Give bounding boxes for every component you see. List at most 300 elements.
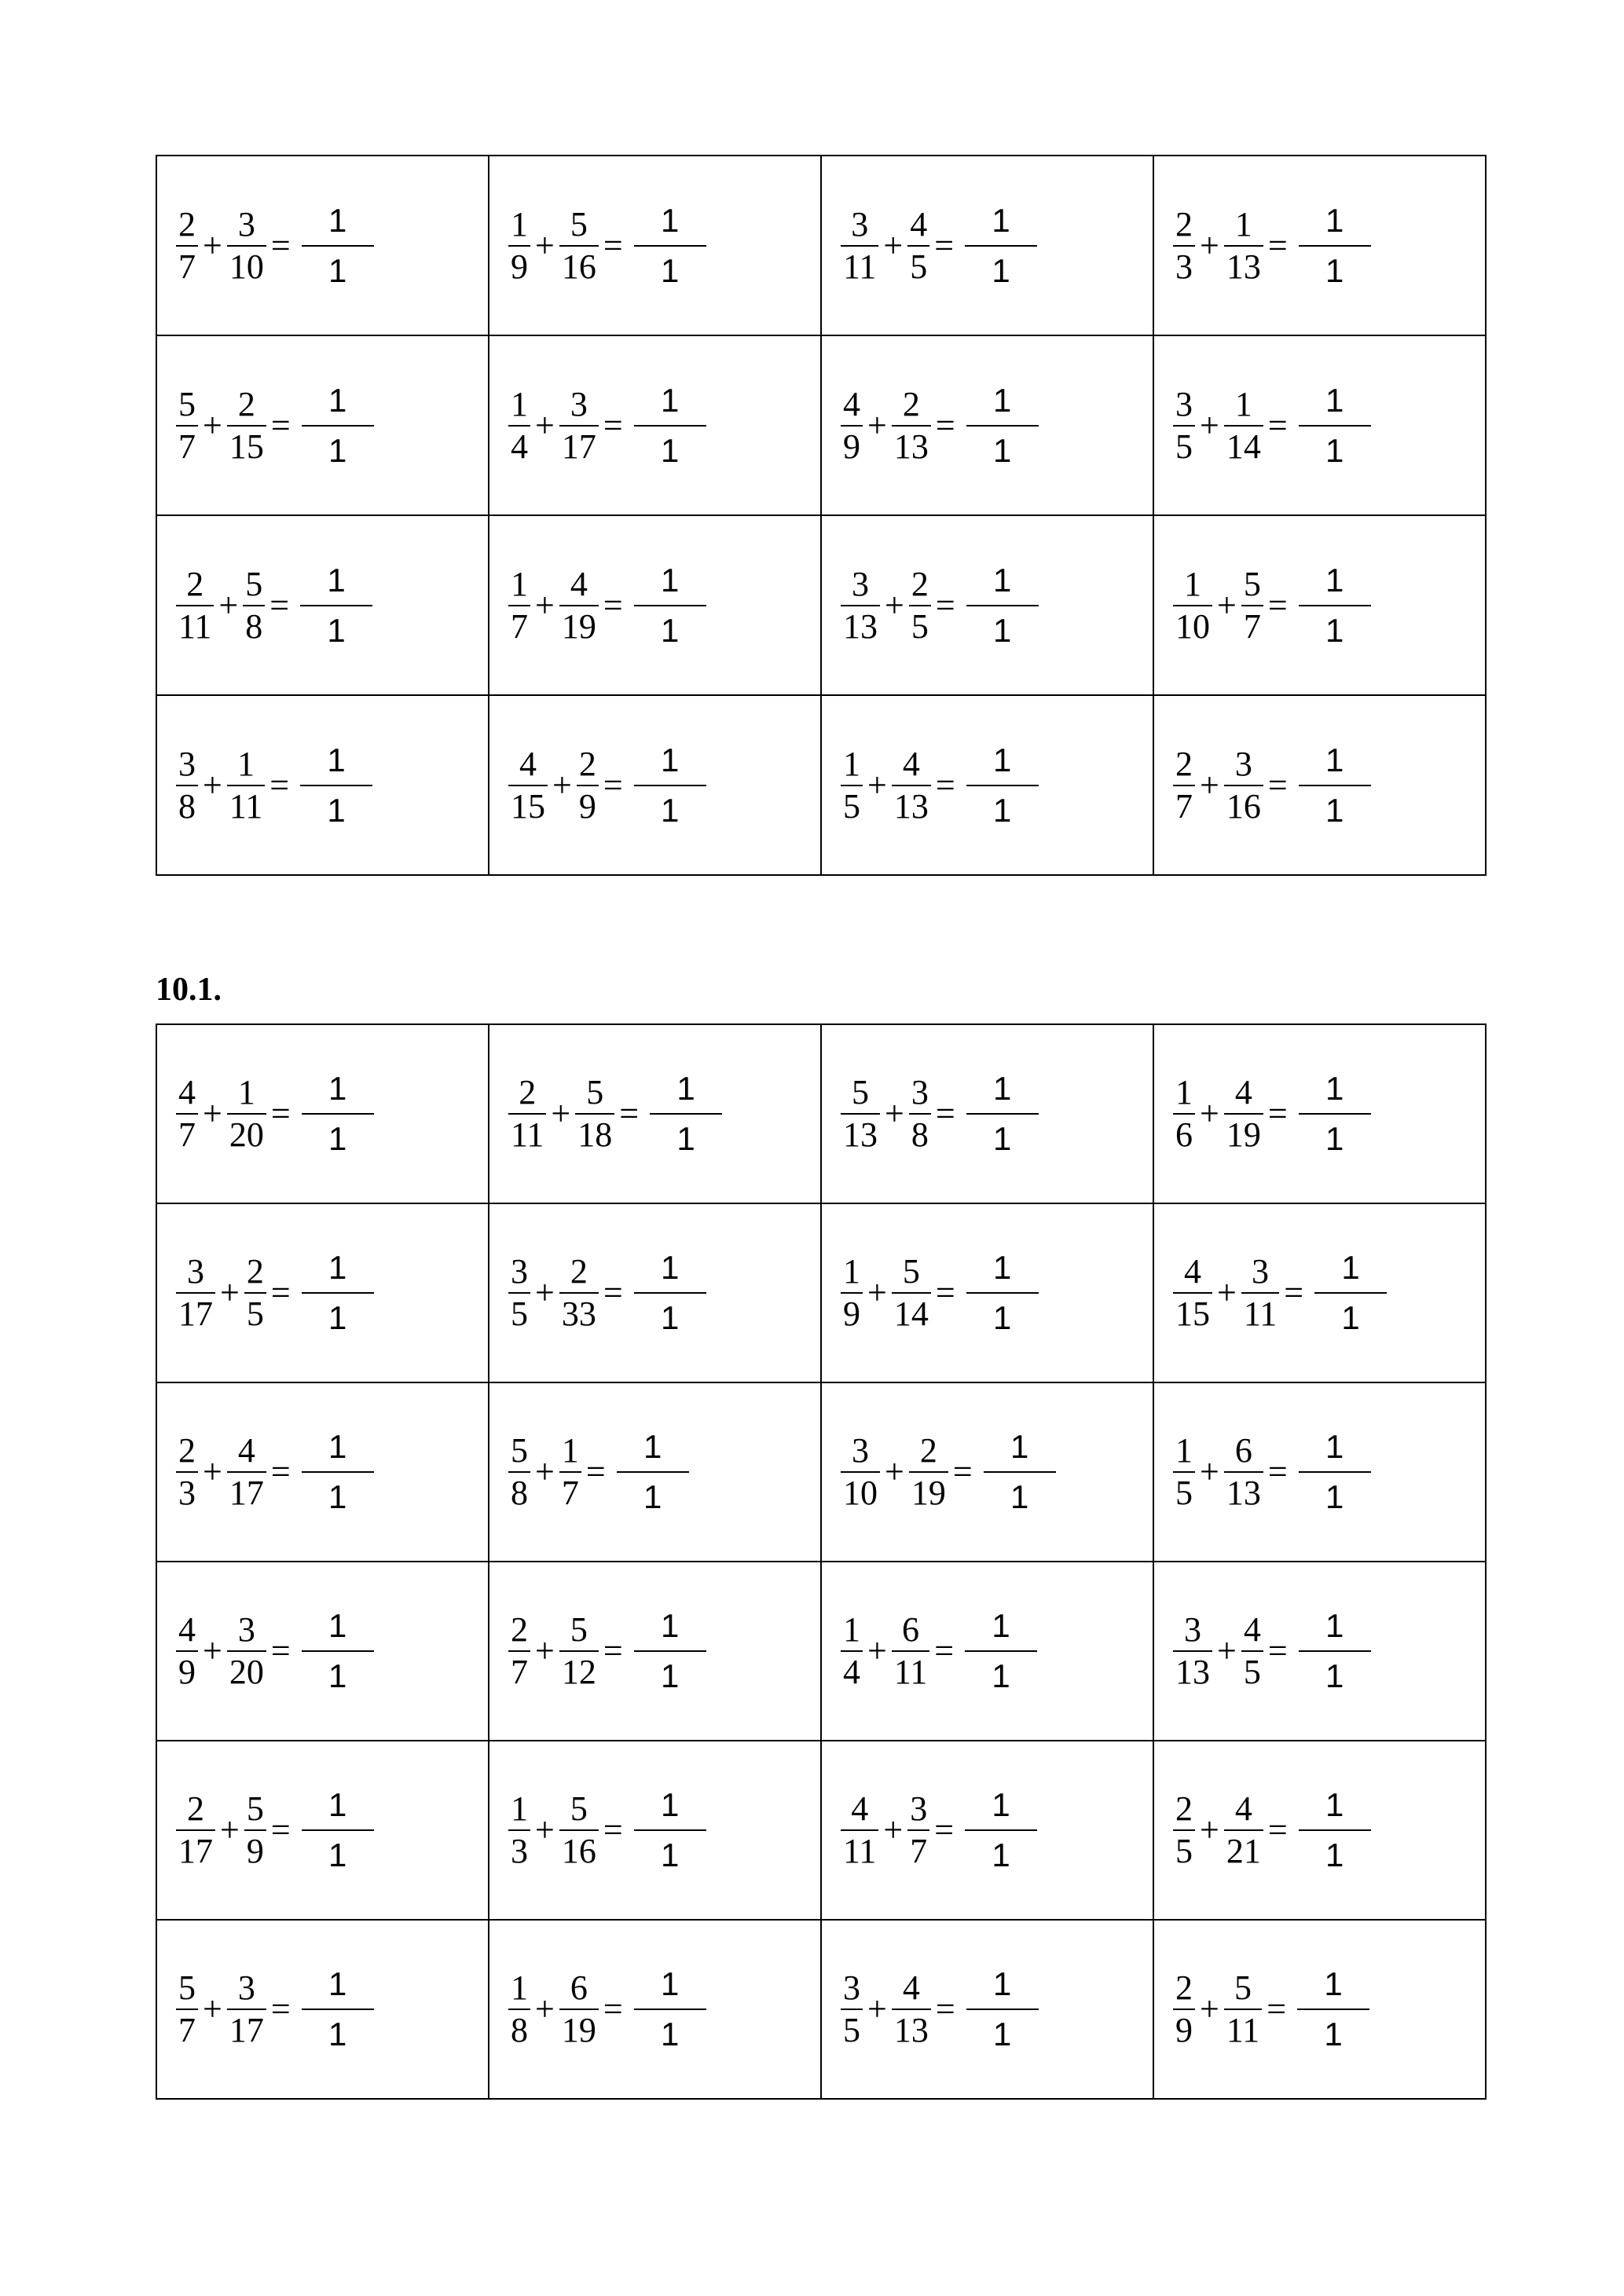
equals-sign: = <box>603 405 623 445</box>
fraction-sum-expression <box>1154 1430 1485 1514</box>
fraction-numerator: 4 <box>1243 1610 1261 1649</box>
exercise-cell <box>821 1741 1153 1920</box>
fraction-numerator: 3 <box>1252 1252 1270 1291</box>
answer-fraction-bar <box>966 1113 1039 1115</box>
answer-fraction-bar <box>966 1292 1039 1294</box>
plus-sign: + <box>203 405 222 445</box>
exercise-cell <box>489 156 821 335</box>
answer-numerator: 1 <box>992 1070 1012 1107</box>
answer-numerator: 1 <box>328 1249 347 1286</box>
fraction-denominator: 16 <box>561 247 596 286</box>
fraction-numerator: 4 <box>178 1610 196 1649</box>
equals-sign: = <box>270 1631 291 1670</box>
answer-fraction-bar <box>302 1113 374 1115</box>
second-addend-fraction <box>1224 204 1263 287</box>
equals-sign: = <box>270 405 291 445</box>
second-addend-fraction <box>892 744 931 827</box>
answer-fraction-blank <box>965 201 1037 289</box>
fraction-denominator: 13 <box>1175 1653 1210 1691</box>
equals-sign: = <box>270 1094 291 1133</box>
answer-fraction-blank <box>302 381 374 469</box>
fraction-denominator: 9 <box>843 427 860 466</box>
fraction-numerator: 2 <box>1175 1968 1193 2007</box>
answer-denominator: 1 <box>1325 1120 1344 1157</box>
fraction-denominator: 10 <box>1175 606 1210 646</box>
fraction-sum-expression <box>1154 201 1485 289</box>
answer-fraction-blank <box>302 1609 374 1693</box>
plus-sign: + <box>220 1273 240 1312</box>
answer-numerator: 1 <box>328 1786 347 1823</box>
fraction-numerator: 3 <box>237 204 255 244</box>
answer-numerator: 1 <box>327 741 346 778</box>
answer-denominator: 1 <box>660 251 680 289</box>
fraction-numerator: 5 <box>1243 564 1261 603</box>
plus-sign: + <box>883 1811 904 1849</box>
answer-numerator: 1 <box>328 1607 347 1644</box>
second-addend-fraction <box>892 1968 931 2051</box>
fraction-denominator: 17 <box>561 427 596 466</box>
fraction-denominator: 10 <box>229 247 264 286</box>
exercise-cell <box>821 1382 1153 1562</box>
exercise-cell <box>821 335 1153 515</box>
answer-fraction-blank <box>634 561 706 649</box>
second-addend-fraction <box>559 1609 599 1693</box>
answer-denominator: 1 <box>660 611 680 649</box>
plus-sign: + <box>535 1631 555 1670</box>
answer-denominator: 1 <box>1325 431 1344 469</box>
fraction-denominator: 7 <box>1243 606 1261 646</box>
first-addend-fraction <box>841 204 878 287</box>
exercise-row <box>156 1920 1486 2099</box>
fraction-numerator: 1 <box>237 1073 255 1111</box>
fraction-sum-expression <box>157 1609 488 1693</box>
second-addend-fraction <box>1224 1968 1262 2051</box>
fraction-denominator: 8 <box>511 1474 528 1512</box>
second-addend-fraction <box>909 1430 948 1514</box>
exercise-cell <box>489 695 821 875</box>
fraction-numerator: 3 <box>910 1789 928 1828</box>
equals-sign: = <box>935 405 955 445</box>
fraction-numerator: 4 <box>178 1073 196 1111</box>
second-addend-fraction <box>1241 1251 1279 1335</box>
first-addend-fraction <box>176 1789 215 1872</box>
fraction-denominator: 5 <box>246 1294 264 1333</box>
fraction-numerator: 5 <box>586 1073 604 1111</box>
first-addend-fraction <box>1173 384 1195 467</box>
fraction-denominator: 8 <box>511 2011 528 2049</box>
fraction-numerator: 3 <box>1175 384 1193 423</box>
first-addend-fraction <box>176 1251 215 1335</box>
answer-denominator: 1 <box>328 251 347 289</box>
fraction-numerator: 3 <box>911 1073 929 1111</box>
exercise-row <box>156 335 1486 515</box>
second-addend-fraction <box>559 1430 581 1514</box>
exercise-row <box>156 695 1486 875</box>
fraction-numerator: 1 <box>561 1431 579 1470</box>
fraction-denominator: 19 <box>911 1474 946 1512</box>
second-addend-fraction <box>244 1789 266 1872</box>
second-addend-fraction <box>227 384 266 467</box>
fraction-numerator: 6 <box>570 1968 588 2007</box>
fraction-denominator: 17 <box>178 1294 213 1333</box>
exercise-row <box>156 1562 1486 1741</box>
answer-fraction-bar <box>302 1292 374 1294</box>
fraction-denominator: 11 <box>893 1653 928 1691</box>
fraction-sum-expression <box>822 561 1153 649</box>
plus-sign: + <box>1200 405 1219 445</box>
second-addend-fraction <box>227 1072 266 1155</box>
fraction-denominator: 5 <box>1243 1653 1261 1691</box>
exercise-cell <box>489 515 821 695</box>
fraction-sum-expression <box>822 1965 1153 2052</box>
second-addend-fraction <box>1224 384 1263 467</box>
answer-numerator: 1 <box>660 1249 680 1286</box>
fraction-denominator: 14 <box>1226 427 1261 466</box>
fraction-denominator: 13 <box>1226 247 1261 286</box>
plus-sign: + <box>535 1452 555 1491</box>
plus-sign: + <box>203 225 222 265</box>
plus-sign: + <box>535 405 555 445</box>
fraction-numerator: 3 <box>851 204 869 244</box>
answer-fraction-blank <box>300 741 372 829</box>
answer-fraction-blank <box>302 201 374 289</box>
answer-fraction-blank <box>302 1786 374 1873</box>
answer-denominator: 1 <box>660 791 680 829</box>
equals-sign: = <box>270 1811 291 1849</box>
fraction-numerator: 3 <box>852 1431 869 1470</box>
fraction-denominator: 5 <box>1175 1474 1193 1512</box>
answer-denominator: 1 <box>643 1478 662 1515</box>
equals-sign: = <box>603 1631 623 1670</box>
exercise-cell <box>156 695 489 875</box>
fraction-sum-expression <box>489 1072 820 1155</box>
answer-fraction-bar <box>1299 1650 1371 1652</box>
answer-fraction-blank <box>966 561 1039 649</box>
answer-denominator: 1 <box>1325 1657 1344 1694</box>
plus-sign: + <box>1217 585 1237 624</box>
exercise-row <box>156 1024 1486 1203</box>
fraction-numerator: 2 <box>911 564 929 603</box>
answer-fraction-blank <box>634 741 706 829</box>
fraction-numerator: 3 <box>1184 1610 1201 1649</box>
answer-numerator: 1 <box>1325 1070 1344 1107</box>
fraction-numerator: 2 <box>178 204 196 244</box>
equals-sign: = <box>603 765 623 804</box>
fraction-numerator: 1 <box>511 564 528 603</box>
plus-sign: + <box>885 1094 904 1133</box>
fraction-numerator: 1 <box>1234 204 1252 244</box>
fraction-numerator: 2 <box>511 1610 528 1649</box>
fraction-denominator: 33 <box>561 1294 596 1333</box>
fraction-numerator: 4 <box>1234 1789 1252 1828</box>
fraction-numerator: 2 <box>519 1073 537 1111</box>
second-addend-fraction <box>227 1430 266 1514</box>
fraction-denominator: 7 <box>178 427 196 466</box>
fraction-numerator: 4 <box>237 1431 255 1470</box>
answer-numerator: 1 <box>992 1786 1010 1823</box>
first-addend-fraction <box>1173 1251 1212 1335</box>
answer-numerator: 1 <box>992 561 1012 599</box>
fraction-sum-expression <box>157 561 488 649</box>
second-addend-fraction <box>1224 1072 1263 1155</box>
answer-fraction-bar <box>965 1829 1037 1831</box>
answer-fraction-bar <box>965 1650 1037 1652</box>
fraction-numerator: 1 <box>843 744 860 783</box>
answer-fraction-blank <box>650 1072 722 1155</box>
plus-sign: + <box>867 1631 887 1670</box>
answer-fraction-blank <box>966 381 1039 469</box>
answer-numerator: 1 <box>660 381 680 419</box>
fraction-numerator: 5 <box>1234 1968 1252 2007</box>
first-addend-fraction <box>508 1968 530 2051</box>
fraction-sum-expression <box>489 1965 820 2052</box>
equals-sign: = <box>269 765 290 804</box>
answer-numerator: 1 <box>1325 741 1344 778</box>
exercise-cell <box>821 1203 1153 1382</box>
equals-sign: = <box>935 585 955 624</box>
fraction-numerator: 4 <box>851 1789 869 1828</box>
first-addend-fraction <box>508 204 530 287</box>
fraction-denominator: 11 <box>1243 1294 1278 1333</box>
answer-denominator: 1 <box>1325 1478 1344 1515</box>
answer-fraction-bar <box>300 605 372 606</box>
answer-fraction-bar <box>302 245 374 247</box>
first-addend-fraction <box>841 744 863 827</box>
fraction-numerator: 5 <box>178 1968 196 2007</box>
fraction-sum-expression <box>489 381 820 469</box>
second-addend-fraction <box>1224 1430 1263 1514</box>
equals-sign: = <box>603 1811 623 1849</box>
fraction-denominator: 13 <box>1226 1474 1261 1512</box>
exercise-cell <box>156 1741 489 1920</box>
fraction-numerator: 4 <box>1234 1073 1252 1111</box>
answer-fraction-bar <box>966 425 1039 427</box>
exercise-cell <box>821 695 1153 875</box>
fraction-numerator: 3 <box>178 744 196 783</box>
second-addend-fraction <box>559 1789 599 1872</box>
fraction-numerator: 3 <box>852 564 869 603</box>
first-addend-fraction <box>1173 1072 1195 1155</box>
exercise-cell <box>489 1203 821 1382</box>
answer-denominator: 1 <box>1341 1299 1360 1336</box>
fraction-numerator: 2 <box>578 744 596 783</box>
plus-sign: + <box>867 1990 887 2028</box>
fraction-denominator: 9 <box>843 1294 860 1333</box>
exercise-cell <box>156 1382 489 1562</box>
equals-sign: = <box>603 225 623 265</box>
first-addend-fraction <box>176 384 198 467</box>
answer-fraction-bar <box>965 245 1037 247</box>
fraction-denominator: 19 <box>561 606 596 646</box>
fraction-numerator: 4 <box>519 744 537 783</box>
first-addend-fraction <box>1173 1430 1195 1514</box>
exercise-cell <box>1153 1920 1486 2099</box>
equals-sign: = <box>1267 1094 1288 1133</box>
fraction-numerator: 4 <box>902 744 920 783</box>
fraction-denominator: 9 <box>511 247 528 286</box>
equals-sign: = <box>934 225 955 265</box>
plus-sign: + <box>203 765 222 804</box>
answer-fraction-bar <box>302 425 374 427</box>
fraction-numerator: 4 <box>902 1968 920 2007</box>
fraction-denominator: 13 <box>843 606 878 646</box>
answer-numerator: 1 <box>327 561 346 599</box>
answer-denominator: 1 <box>992 2016 1012 2052</box>
answer-fraction-bar <box>302 2009 374 2010</box>
fraction-denominator: 20 <box>229 1653 264 1691</box>
answer-numerator: 1 <box>660 1965 680 2002</box>
fraction-numerator: 1 <box>1234 384 1252 423</box>
fraction-numerator: 2 <box>186 564 204 603</box>
answer-denominator: 1 <box>992 251 1010 289</box>
fraction-numerator: 3 <box>237 1610 255 1649</box>
fraction-denominator: 10 <box>843 1474 878 1512</box>
fraction-denominator: 9 <box>246 1832 264 1870</box>
fraction-numerator: 5 <box>902 1252 920 1291</box>
first-addend-fraction <box>508 384 530 467</box>
answer-fraction-bar <box>634 425 706 427</box>
first-addend-fraction <box>841 1789 878 1872</box>
fraction-sum-expression <box>157 1786 488 1873</box>
fraction-denominator: 8 <box>178 786 196 826</box>
fraction-denominator: 7 <box>1175 786 1193 826</box>
section-heading: 10.1. <box>156 972 222 1008</box>
exercise-cell <box>156 515 489 695</box>
fraction-numerator: 5 <box>246 1789 264 1828</box>
answer-denominator: 1 <box>1325 1836 1344 1873</box>
answer-denominator: 1 <box>676 1120 695 1157</box>
answer-fraction-bar <box>302 1471 374 1473</box>
first-addend-fraction <box>176 1430 198 1514</box>
answer-fraction-blank <box>1314 1251 1387 1335</box>
answer-fraction-blank <box>1299 1072 1371 1155</box>
plus-sign: + <box>1217 1631 1237 1670</box>
second-addend-fraction <box>892 1251 931 1335</box>
answer-fraction-bar <box>1314 1292 1387 1294</box>
first-addend-fraction <box>508 1072 546 1155</box>
answer-denominator: 1 <box>992 1299 1012 1336</box>
answer-numerator: 1 <box>1325 1786 1344 1823</box>
exercise-cell <box>489 1382 821 1562</box>
answer-fraction-bar <box>1299 785 1371 786</box>
fraction-sum-expression <box>1154 561 1485 649</box>
second-addend-fraction <box>909 564 931 647</box>
fraction-numerator: 1 <box>1175 1073 1193 1111</box>
plus-sign: + <box>535 1273 555 1312</box>
answer-numerator: 1 <box>1341 1249 1360 1286</box>
equals-sign: = <box>935 765 955 804</box>
answer-numerator: 1 <box>1325 1607 1344 1644</box>
answer-fraction-blank <box>965 1786 1037 1873</box>
exercise-cell <box>1153 1382 1486 1562</box>
answer-numerator: 1 <box>660 1786 680 1823</box>
fraction-denominator: 4 <box>511 427 528 466</box>
fraction-denominator: 15 <box>511 786 545 826</box>
exercise-cell <box>156 335 489 515</box>
second-addend-fraction <box>1224 1789 1263 1872</box>
second-addend-fraction <box>227 744 265 827</box>
answer-fraction-bar <box>1299 1829 1371 1831</box>
fraction-numerator: 3 <box>187 1252 204 1291</box>
answer-denominator: 1 <box>328 1299 347 1336</box>
answer-fraction-blank <box>966 1251 1039 1335</box>
answer-fraction-blank <box>966 741 1039 829</box>
exercise-table-bottom-body <box>156 1024 1486 2099</box>
fraction-numerator: 1 <box>237 744 255 783</box>
fraction-denominator: 7 <box>511 606 528 646</box>
fraction-numerator: 5 <box>570 1789 588 1828</box>
answer-fraction-blank <box>966 1072 1039 1155</box>
fraction-sum-expression <box>1154 1965 1485 2052</box>
fraction-denominator: 13 <box>843 1115 878 1154</box>
answer-fraction-blank <box>634 381 706 469</box>
fraction-denominator: 11 <box>178 606 212 646</box>
fraction-denominator: 9 <box>1175 2011 1193 2049</box>
fraction-denominator: 15 <box>229 427 264 466</box>
answer-fraction-blank <box>1299 201 1371 289</box>
answer-fraction-bar <box>984 1471 1056 1473</box>
exercise-cell <box>156 1203 489 1382</box>
second-addend-fraction <box>243 564 265 647</box>
fraction-sum-expression <box>157 201 488 289</box>
exercise-table-top <box>156 155 1487 876</box>
answer-denominator: 1 <box>328 431 347 469</box>
fraction-sum-expression <box>1154 1786 1485 1873</box>
plus-sign: + <box>1200 1811 1219 1849</box>
fraction-denominator: 3 <box>511 1832 528 1870</box>
plus-sign: + <box>535 225 555 265</box>
equals-sign: = <box>1267 1631 1288 1670</box>
fraction-numerator: 2 <box>187 1789 204 1828</box>
fraction-denominator: 5 <box>911 606 929 646</box>
exercise-cell <box>821 1024 1153 1203</box>
plus-sign: + <box>218 585 239 624</box>
fraction-numerator: 1 <box>1184 564 1201 603</box>
plus-sign: + <box>1217 1273 1237 1312</box>
plus-sign: + <box>1200 765 1219 804</box>
fraction-sum-expression <box>1154 381 1485 469</box>
answer-denominator: 1 <box>1325 611 1344 649</box>
fraction-numerator: 3 <box>511 1252 528 1291</box>
answer-fraction-bar <box>1299 245 1371 247</box>
fraction-sum-expression <box>822 1072 1153 1155</box>
answer-numerator: 1 <box>643 1428 662 1465</box>
equals-sign: = <box>934 1631 955 1670</box>
first-addend-fraction <box>841 1609 863 1693</box>
fraction-denominator: 5 <box>1175 427 1193 466</box>
fraction-sum-expression <box>157 1251 488 1335</box>
fraction-denominator: 9 <box>178 1653 196 1691</box>
equals-sign: = <box>1284 1273 1304 1312</box>
plus-sign: + <box>867 405 887 445</box>
answer-fraction-bar <box>634 1829 706 1831</box>
fraction-sum-expression <box>822 741 1153 829</box>
second-addend-fraction <box>559 384 599 467</box>
first-addend-fraction <box>841 1968 863 2051</box>
equals-sign: = <box>1267 585 1288 624</box>
plus-sign: + <box>535 1811 555 1849</box>
answer-fraction-bar <box>634 245 706 247</box>
answer-fraction-blank <box>302 1072 374 1155</box>
answer-denominator: 1 <box>660 431 680 469</box>
exercise-cell <box>489 1562 821 1741</box>
answer-denominator: 1 <box>660 1836 680 1873</box>
second-addend-fraction <box>1241 564 1263 647</box>
fraction-numerator: 6 <box>1234 1431 1252 1470</box>
answer-fraction-bar <box>634 1650 706 1652</box>
fraction-denominator: 11 <box>843 1832 877 1870</box>
second-addend-fraction <box>907 204 929 287</box>
